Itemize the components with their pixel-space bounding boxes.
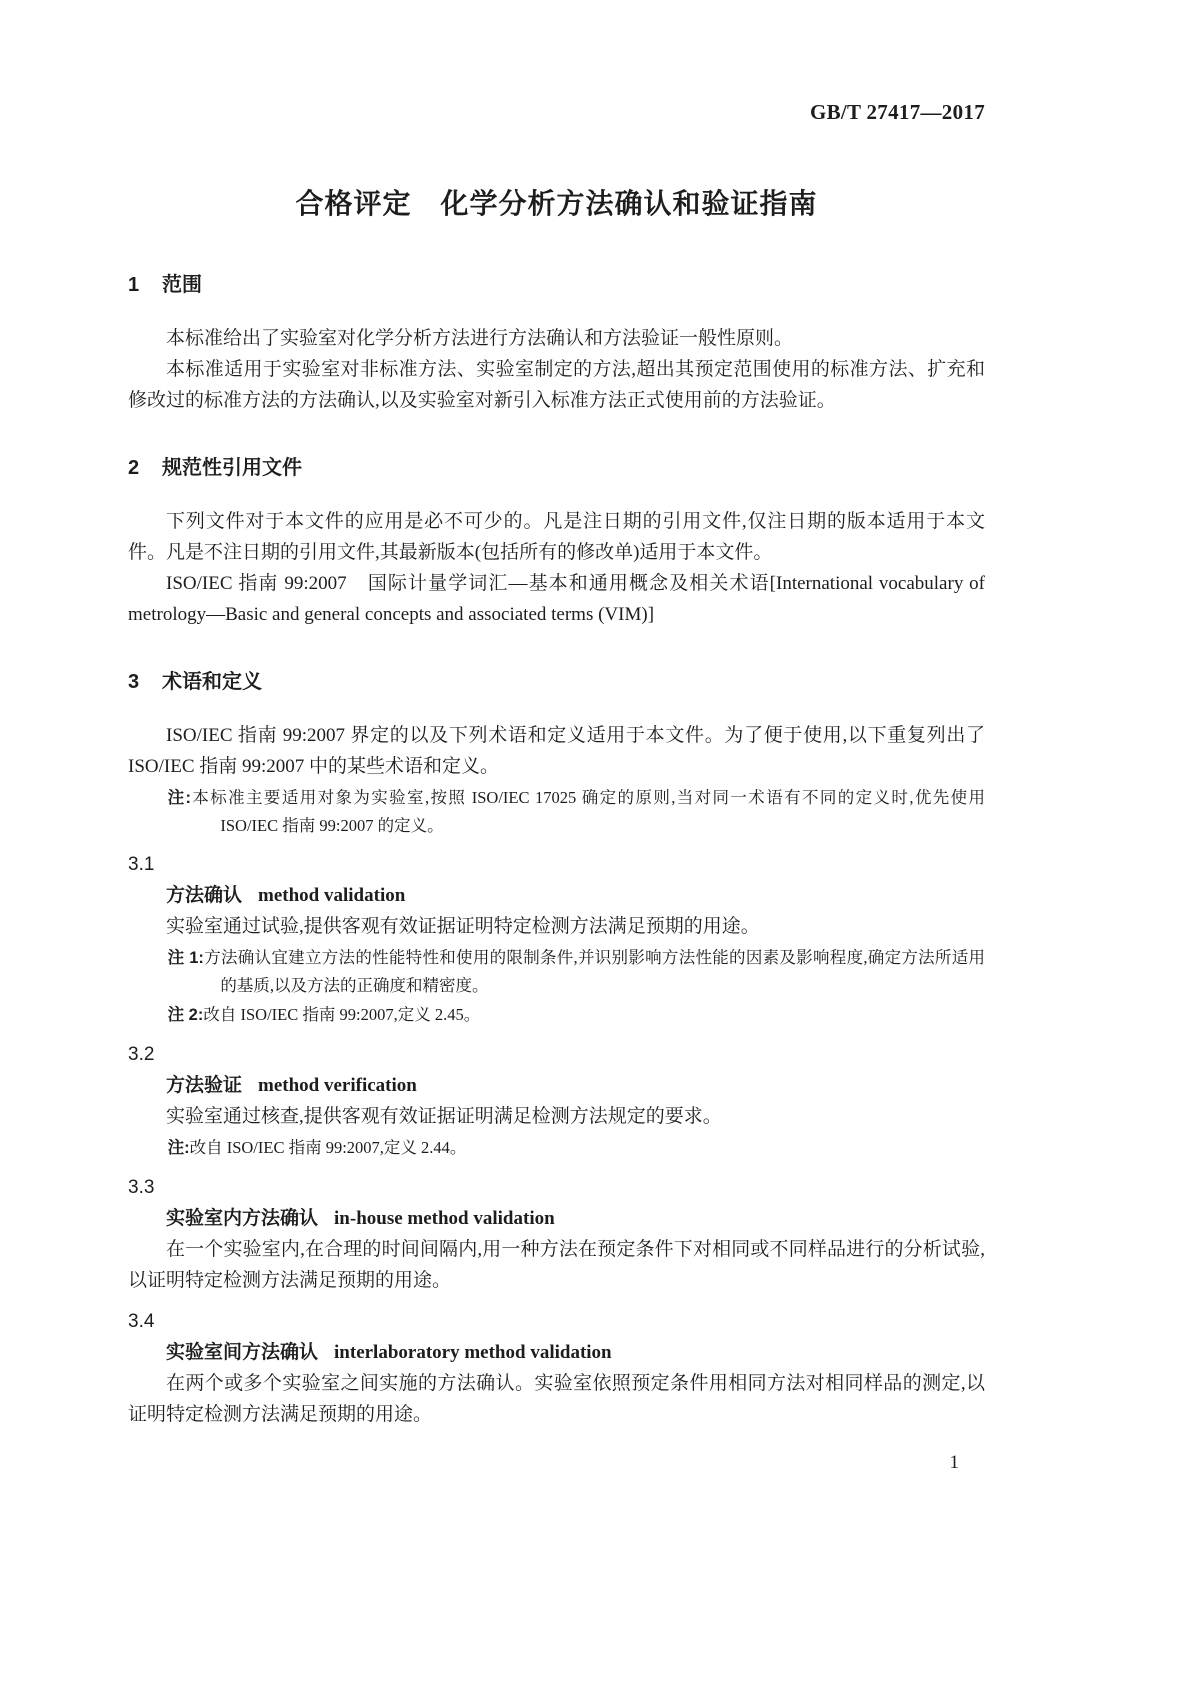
note-label: 注:	[167, 789, 191, 807]
section-3-heading	[128, 670, 985, 694]
note-text: 改自 ISO/IEC 指南 99:2007,定义 2.44。	[189, 1138, 467, 1157]
term-name-zh: 实验室间方法确认	[166, 1342, 319, 1363]
term-definition: 实验室通过核查,提供客观有效证据证明满足检测方法规定的要求。	[166, 1106, 722, 1127]
note-label: 注 1:	[167, 949, 204, 967]
term-name-zh: 方法验证	[166, 1075, 243, 1096]
term-name	[128, 1074, 985, 1097]
term-name	[128, 1341, 985, 1364]
term-definition: 在一个实验室内,在合理的时间间隔内,用一种方法在预定条件下对相同或不同样品进行的分析试验,以证明特定检测方法满足预期的用途。	[128, 1239, 985, 1291]
section-2-title: 规范性引用文件	[162, 457, 302, 479]
term-name-en: interlaboratory method validation	[334, 1342, 612, 1363]
section-1-title: 范围	[162, 274, 202, 296]
section-1-number: 1	[128, 274, 140, 296]
section-3-note	[128, 784, 985, 839]
page-title: 合格评定 化学分析方法确认和验证指南	[295, 188, 818, 219]
term-name	[128, 1207, 985, 1230]
term-number: 3.4	[128, 1311, 155, 1332]
note-text: 方法确认宜建立方法的性能特性和使用的限制条件,并识别影响方法性能的因素及影响程度,确定方法所适用的基质,以及方法的正确度和精密度。	[203, 948, 986, 995]
term-definition: 实验室通过试验,提供客观有效证据证明特定检测方法满足预期的用途。	[166, 916, 760, 937]
term-note	[128, 1001, 985, 1029]
note-label: 注:	[167, 1139, 190, 1157]
term-number: 3.2	[128, 1044, 155, 1065]
paragraph: 本标准给出了实验室对化学分析方法进行方法确认和方法验证一般性原则。	[166, 328, 794, 349]
note-text: 改自 ISO/IEC 指南 99:2007,定义 2.45。	[203, 1005, 481, 1024]
term-3-4	[128, 1310, 985, 1430]
paragraph: 下列文件对于本文件的应用是必不可少的。凡是注日期的引用文件,仅注日期的版本适用于本文件。凡是不注日期的引用文件,其最新版本(包括所有的修改单)适用于本文件。	[128, 511, 985, 563]
term-note	[128, 944, 985, 999]
section-terms-definitions	[128, 670, 985, 1430]
term-number: 3.1	[128, 854, 155, 875]
paragraph: ISO/IEC 指南 99:2007 国际计量学词汇—基本和通用概念及相关术语[International vocabulary of metrology—Basic and general concepts and associated terms (VIM)]	[128, 573, 985, 625]
section-scope	[128, 273, 985, 416]
term-note	[128, 1134, 985, 1162]
paragraph: 本标准适用于实验室对非标准方法、实验室制定的方法,超出其预定范围使用的标准方法、扩充和修改过的标准方法的方法确认,以及实验室对新引入标准方法正式使用前的方法验证。	[128, 359, 985, 411]
term-number: 3.3	[128, 1177, 155, 1198]
note-text: 本标准主要适用对象为实验室,按照 ISO/IEC 17025 确定的原则,当对同一术语有不同的定义时,优先使用 ISO/IEC 指南 99:2007 的定义。	[190, 788, 986, 835]
section-normative-references	[128, 456, 985, 630]
section-2-heading	[128, 456, 985, 480]
note-label: 注 2:	[167, 1006, 204, 1024]
term-name-en: in-house method validation	[334, 1208, 555, 1229]
term-name-zh: 实验室内方法确认	[166, 1208, 319, 1229]
term-3-3	[128, 1176, 985, 1296]
doc-number: GB/T 27417—2017	[809, 100, 985, 124]
section-2-number: 2	[128, 457, 140, 479]
paragraph: ISO/IEC 指南 99:2007 界定的以及下列术语和定义适用于本文件。为了便于使用,以下重复列出了 ISO/IEC 指南 99:2007 中的某些术语和定义。	[128, 725, 985, 777]
term-3-2	[128, 1043, 985, 1162]
page-number: 1	[949, 1452, 959, 1473]
term-definition: 在两个或多个实验室之间实施的方法确认。实验室依照预定条件用相同方法对相同样品的测定,以证明特定检测方法满足预期的用途。	[128, 1373, 985, 1425]
section-3-number: 3	[128, 671, 140, 693]
term-name	[128, 884, 985, 907]
section-3-title: 术语和定义	[162, 671, 262, 693]
term-name-en: method verification	[258, 1075, 417, 1096]
term-name-en: method validation	[258, 885, 406, 906]
section-1-heading	[128, 273, 985, 297]
term-3-1	[128, 853, 985, 1029]
term-name-zh: 方法确认	[166, 885, 243, 906]
